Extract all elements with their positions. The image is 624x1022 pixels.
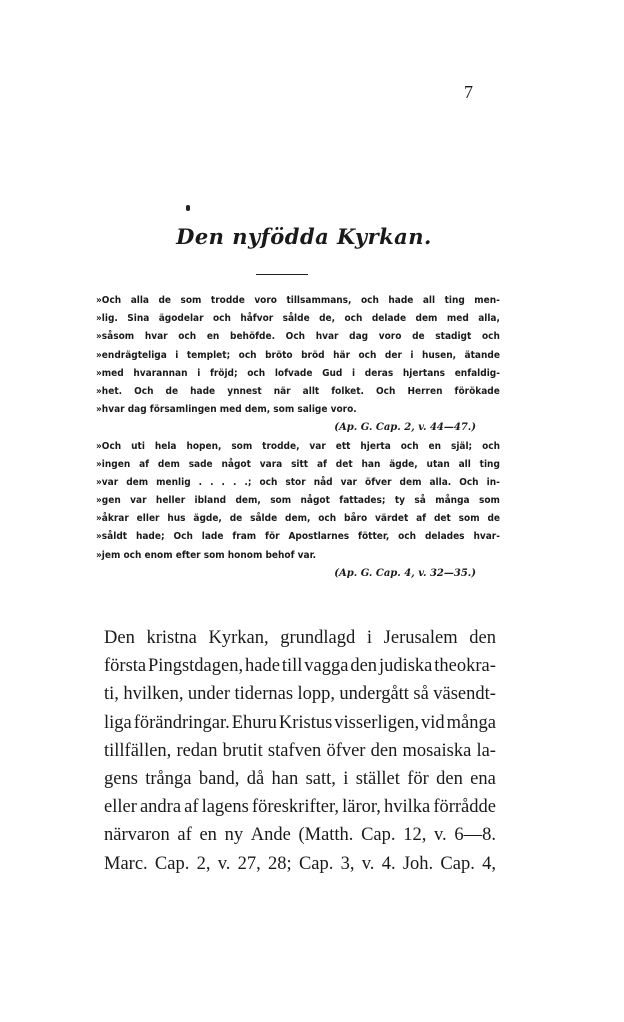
epigraph-quote-2-line: »åkrar eller hus ägde, de sålde dem, och båro värdet af det som de: [96, 513, 500, 525]
ink-speck: [186, 205, 190, 211]
epigraph-quote-1-line: »med hvarannan i fröjd; och lofvade Gud i deras hjertans enfaldig-: [96, 367, 500, 379]
body-paragraph: [104, 624, 496, 878]
page-number: 7: [464, 82, 473, 102]
epigraph-quote-2-line: »var dem menlig . . . . .; och stor nåd var öfver dem alla. Och in-: [96, 476, 500, 488]
epigraph-quote-1-line: »het. Och de hade ynnest när allt folket. Och Herren förökade: [96, 385, 500, 397]
body-line: närvaron af en ny Ande (Matth. Cap. 12, v. 6—8.: [104, 825, 496, 846]
body-line: första Pingstdagen, hade till vagga den judiska theokra-: [104, 656, 496, 677]
epigraph-quote-2-line: »gen var heller ibland dem, som något fattades; ty så många som: [96, 495, 500, 507]
body-line: eller andra af lagens föreskrifter, läror, hvilka förrådde: [104, 797, 496, 818]
epigraph-reference-1: (Ap. G. Cap. 2, v. 44—47.): [334, 422, 476, 434]
epigraph-quote-1-line: »lig. Sina ägodelar och håfvor sålde de, och delade dem med alla,: [96, 313, 500, 325]
body-line: ti, hvilken, under tidernas lopp, undergått så väsendt-: [104, 684, 496, 705]
epigraph-quote-1-line: »hvar dag församlingen med dem, som salige voro.: [96, 404, 357, 416]
epigraph-quote-2-line: »Och uti hela hopen, som trodde, var ett hjerta och en själ; och: [96, 440, 500, 452]
epigraph: [96, 292, 500, 583]
epigraph-quote-1: [96, 292, 500, 419]
epigraph-quote-1-line: »endrägteliga i templet; och bröto bröd här och der i husen, ätande: [96, 349, 500, 361]
epigraph-quote-1-line: »Och alla de som trodde voro tillsammans, och hade all ting men-: [96, 295, 500, 306]
body-line: tillfällen, redan brutit stafven öfver den mosaiska la-: [104, 740, 496, 761]
epigraph-quote-2: [96, 438, 500, 565]
chapter-title: Den nyfödda Kyrkan.: [176, 224, 432, 249]
epigraph-reference-2: (Ap. G. Cap. 4, v. 32—35.): [334, 567, 476, 579]
epigraph-quote-2-line: »ingen af dem sade något vara sitt af det han ägde, utan all ting: [96, 458, 500, 470]
epigraph-quote-2-line: »såldt hade; Och lade fram för Apostlarnes fötter, och delades hvar-: [96, 531, 500, 543]
epigraph-quote-1-line: »såsom hvar och en behöfde. Och hvar dag voro de stadigt och: [96, 331, 500, 343]
title-rule: [256, 274, 308, 275]
body-line: Marc. Cap. 2, v. 27, 28; Cap. 3, v. 4. Joh. Cap. 4,: [104, 853, 496, 874]
body-line: gens trånga band, då han satt, i stället för den ena: [104, 768, 496, 789]
body-line: Den kristna Kyrkan, grundlagd i Jerusalem den: [104, 628, 496, 648]
body-line: liga förändringar. Ehuru Kristus visserligen, vid många: [104, 712, 496, 733]
epigraph-quote-2-line: »jem och enom efter som honom behof var.: [96, 549, 316, 561]
